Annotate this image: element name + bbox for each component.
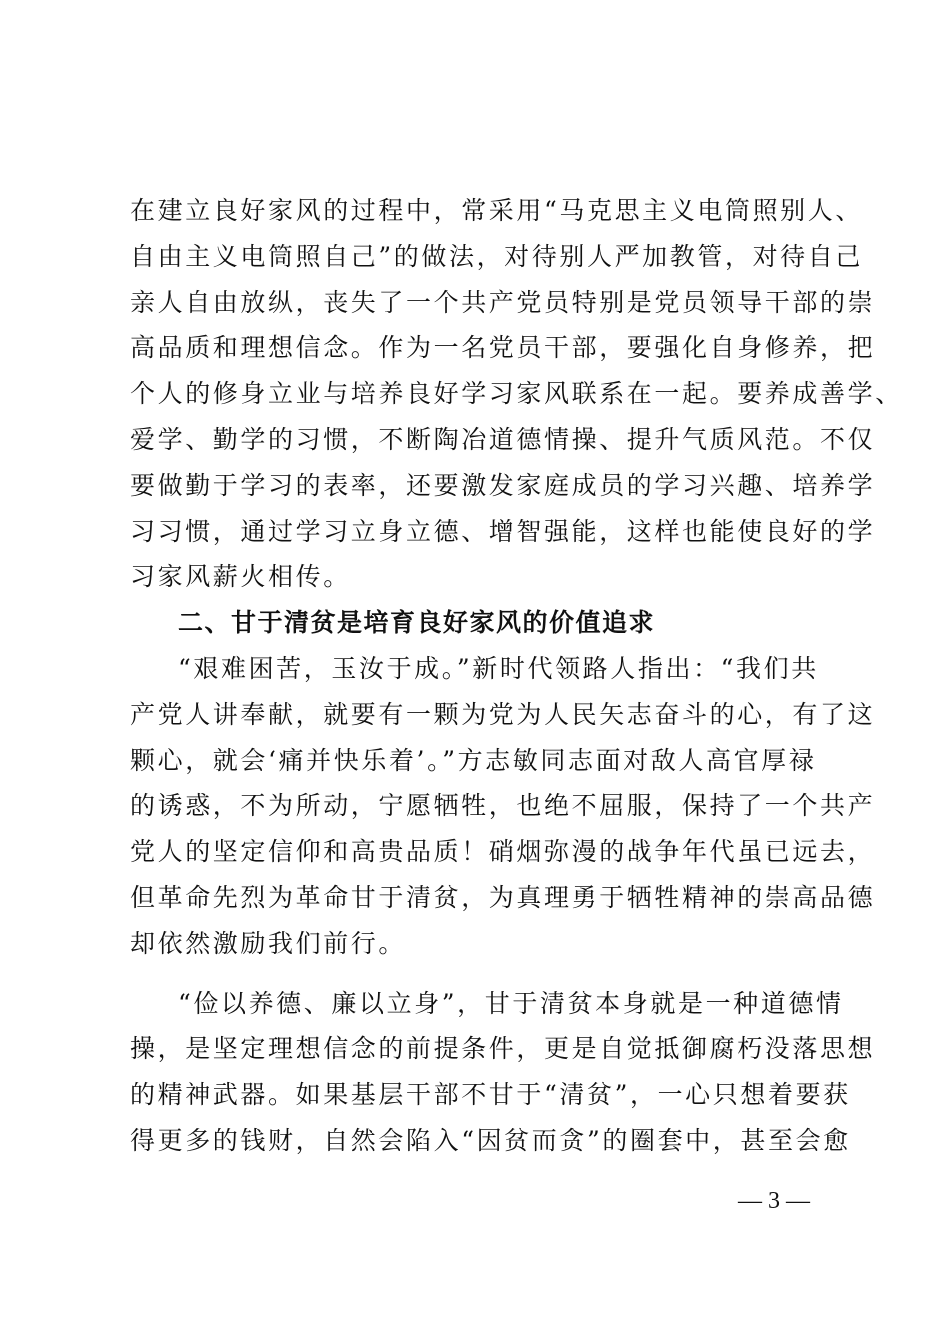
paragraph-gap [130, 967, 850, 981]
text-line: 得更多的钱财，自然会陷入“因贫而贪”的圈套中，甚至会愈 [130, 1125, 851, 1155]
text-line: 个人的修身立业与培养良好学习家风联系在一起。要养成善学、 [130, 379, 903, 409]
text-line: 习习惯，通过学习立身立德、增智强能，这样也能使良好的学 [130, 516, 876, 546]
body-text [130, 188, 903, 1164]
text-line: 高品质和理想信念。作为一名党员干部，要强化自身修养，把 [130, 333, 876, 363]
text-line: 自由主义电筒照自己”的做法，对待别人严加教管，对待自己 [130, 241, 863, 271]
page-number: — 3 — [738, 1188, 810, 1214]
text-line: 但革命先烈为革命甘于清贫，为真理勇于牺牲精神的崇高品德 [130, 882, 876, 912]
text-line: 习家风薪火相传。 [130, 562, 351, 592]
paragraph-1 [130, 188, 903, 600]
text-line: 的精神武器。如果基层干部不甘于“清贫”，一心只想着要获 [130, 1080, 851, 1110]
text-line: 在建立良好家风的过程中，常采用“马克思主义电筒照别人、 [130, 196, 863, 225]
text-line: 操，是坚定理想信念的前提条件，更是自觉抵御腐朽没落思想 [130, 1034, 876, 1064]
text-line: 亲人自由放纵，丧失了一个共产党员特别是党员领导干部的崇 [130, 287, 876, 317]
text-line: 党人的坚定信仰和高贵品质！硝烟弥漫的战争年代虽已远去， [130, 837, 876, 867]
text-line: 爱学、勤学的习惯，不断陶冶道德情操、提升气质风范。不仅 [130, 424, 876, 454]
text-line: 却依然激励我们前行。 [130, 928, 407, 958]
paragraph-2 [130, 646, 876, 967]
text-line: 产党人讲奉献，就要有一颗为党为人民矢志奋斗的心，有了这 [130, 699, 876, 729]
text-line: “艰难困苦，玉汝于成。”新时代领路人指出：“我们共 [178, 653, 819, 683]
text-line: 的诱惑，不为所动，宁愿牺牲，也绝不屈服，保持了一个共产 [130, 791, 876, 821]
text-line: “俭以养德、廉以立身”，甘于清贫本身就是一种道德情 [178, 988, 844, 1018]
paragraph-3 [130, 981, 876, 1164]
section-heading: 二、甘于清贫是培育良好家风的价值追求 [178, 608, 656, 638]
text-line: 要做勤于学习的表率，还要激发家庭成员的学习兴趣、培养学 [130, 470, 876, 500]
text-line: 颗心，就会‘痛并快乐着’。”方志敏同志面对敌人高官厚禄 [130, 745, 817, 775]
